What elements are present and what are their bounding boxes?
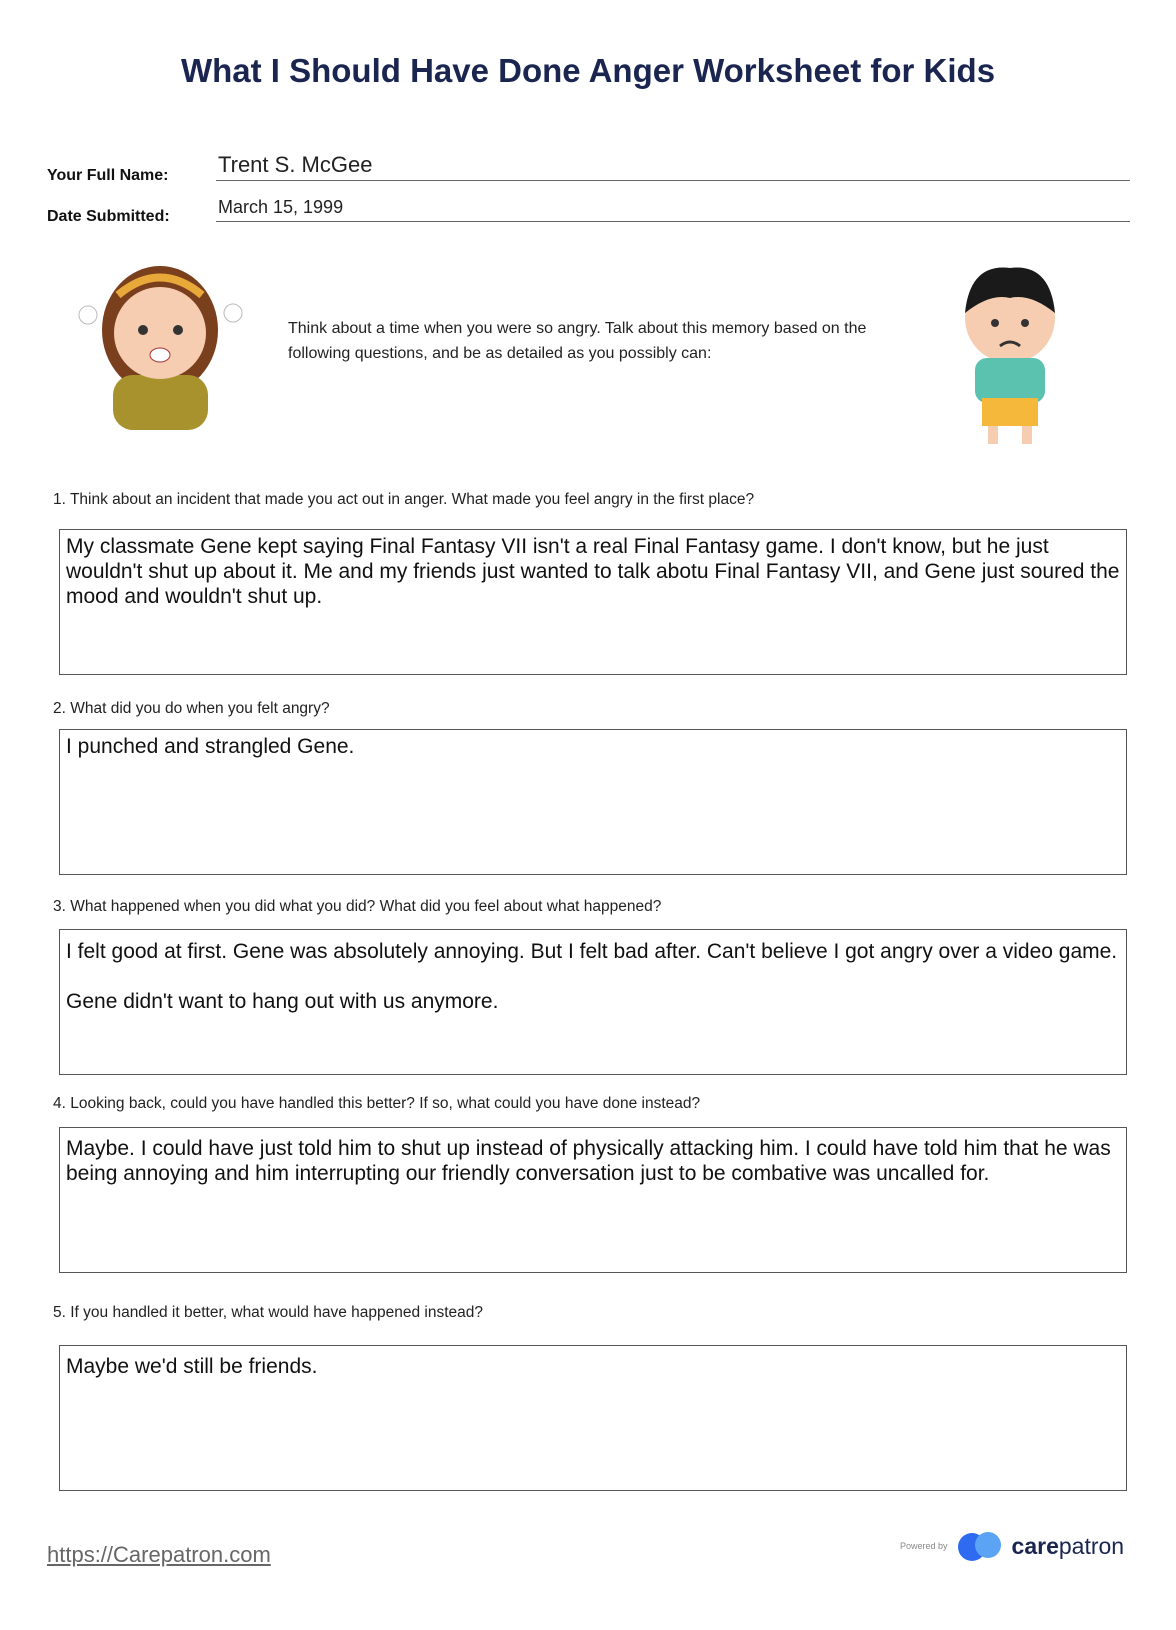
- answer-5-box[interactable]: Maybe we'd still be friends.: [59, 1345, 1127, 1491]
- carepatron-logo-icon: [956, 1530, 1004, 1562]
- question-4: 4. Looking back, could you have handled this better? If so, what could you have done instead?: [53, 1095, 701, 1112]
- name-field[interactable]: Trent S. McGee: [216, 152, 1130, 181]
- question-5: 5. If you handled it better, what would have happened instead?: [53, 1304, 484, 1321]
- brand-patron: patron: [1058, 1532, 1125, 1559]
- question-1: 1. Think about an incident that made you act out in anger. What made you feel angry in the first place?: [53, 491, 755, 508]
- angry-boy-illustration: [950, 258, 1070, 453]
- answer-3-box[interactable]: I felt good at first. Gene was absolutely annoying. But I felt bad after. Can't believe I got angry over a video game. Gene didn't want to hang out with us anymore.: [59, 929, 1127, 1075]
- carepatron-logo: [900, 1530, 1124, 1562]
- question-2: 2. What did you do when you felt angry?: [53, 700, 330, 717]
- name-label: Your Full Name:: [47, 167, 169, 184]
- brand-care: care: [1011, 1532, 1059, 1559]
- angry-girl-illustration: [68, 255, 248, 440]
- intro-text: Think about a time when you were so angry. Talk about this memory based on the following questions, and be as detailed as you possibly can:: [288, 320, 867, 362]
- page-title: What I Should Have Done Anger Worksheet for Kids: [180, 52, 996, 89]
- answer-2-box[interactable]: I punched and strangled Gene.: [59, 729, 1127, 875]
- date-field[interactable]: March 15, 1999: [216, 197, 1130, 222]
- date-label: Date Submitted:: [47, 208, 170, 225]
- answer-4-box[interactable]: Maybe. I could have just told him to shut up instead of physically attacking him. I could have told him that he was being annoying and him interrupting our friendly conversation just to be combative was uncalled for.: [59, 1127, 1127, 1273]
- answer-1-box[interactable]: My classmate Gene kept saying Final Fantasy VII isn't a real Final Fantasy game. I don't know, but he just wouldn't shut up about it. Me and my friends just wanted to talk abotu Final Fantasy VII, and Gene just soured the mood and wouldn't shut up.: [59, 529, 1127, 675]
- carepatron-link[interactable]: https://Carepatron.com: [47, 1542, 271, 1567]
- question-3: 3. What happened when you did what you did? What did you feel about what happened?: [53, 898, 662, 915]
- powered-by-text: Powered by: [900, 1541, 948, 1551]
